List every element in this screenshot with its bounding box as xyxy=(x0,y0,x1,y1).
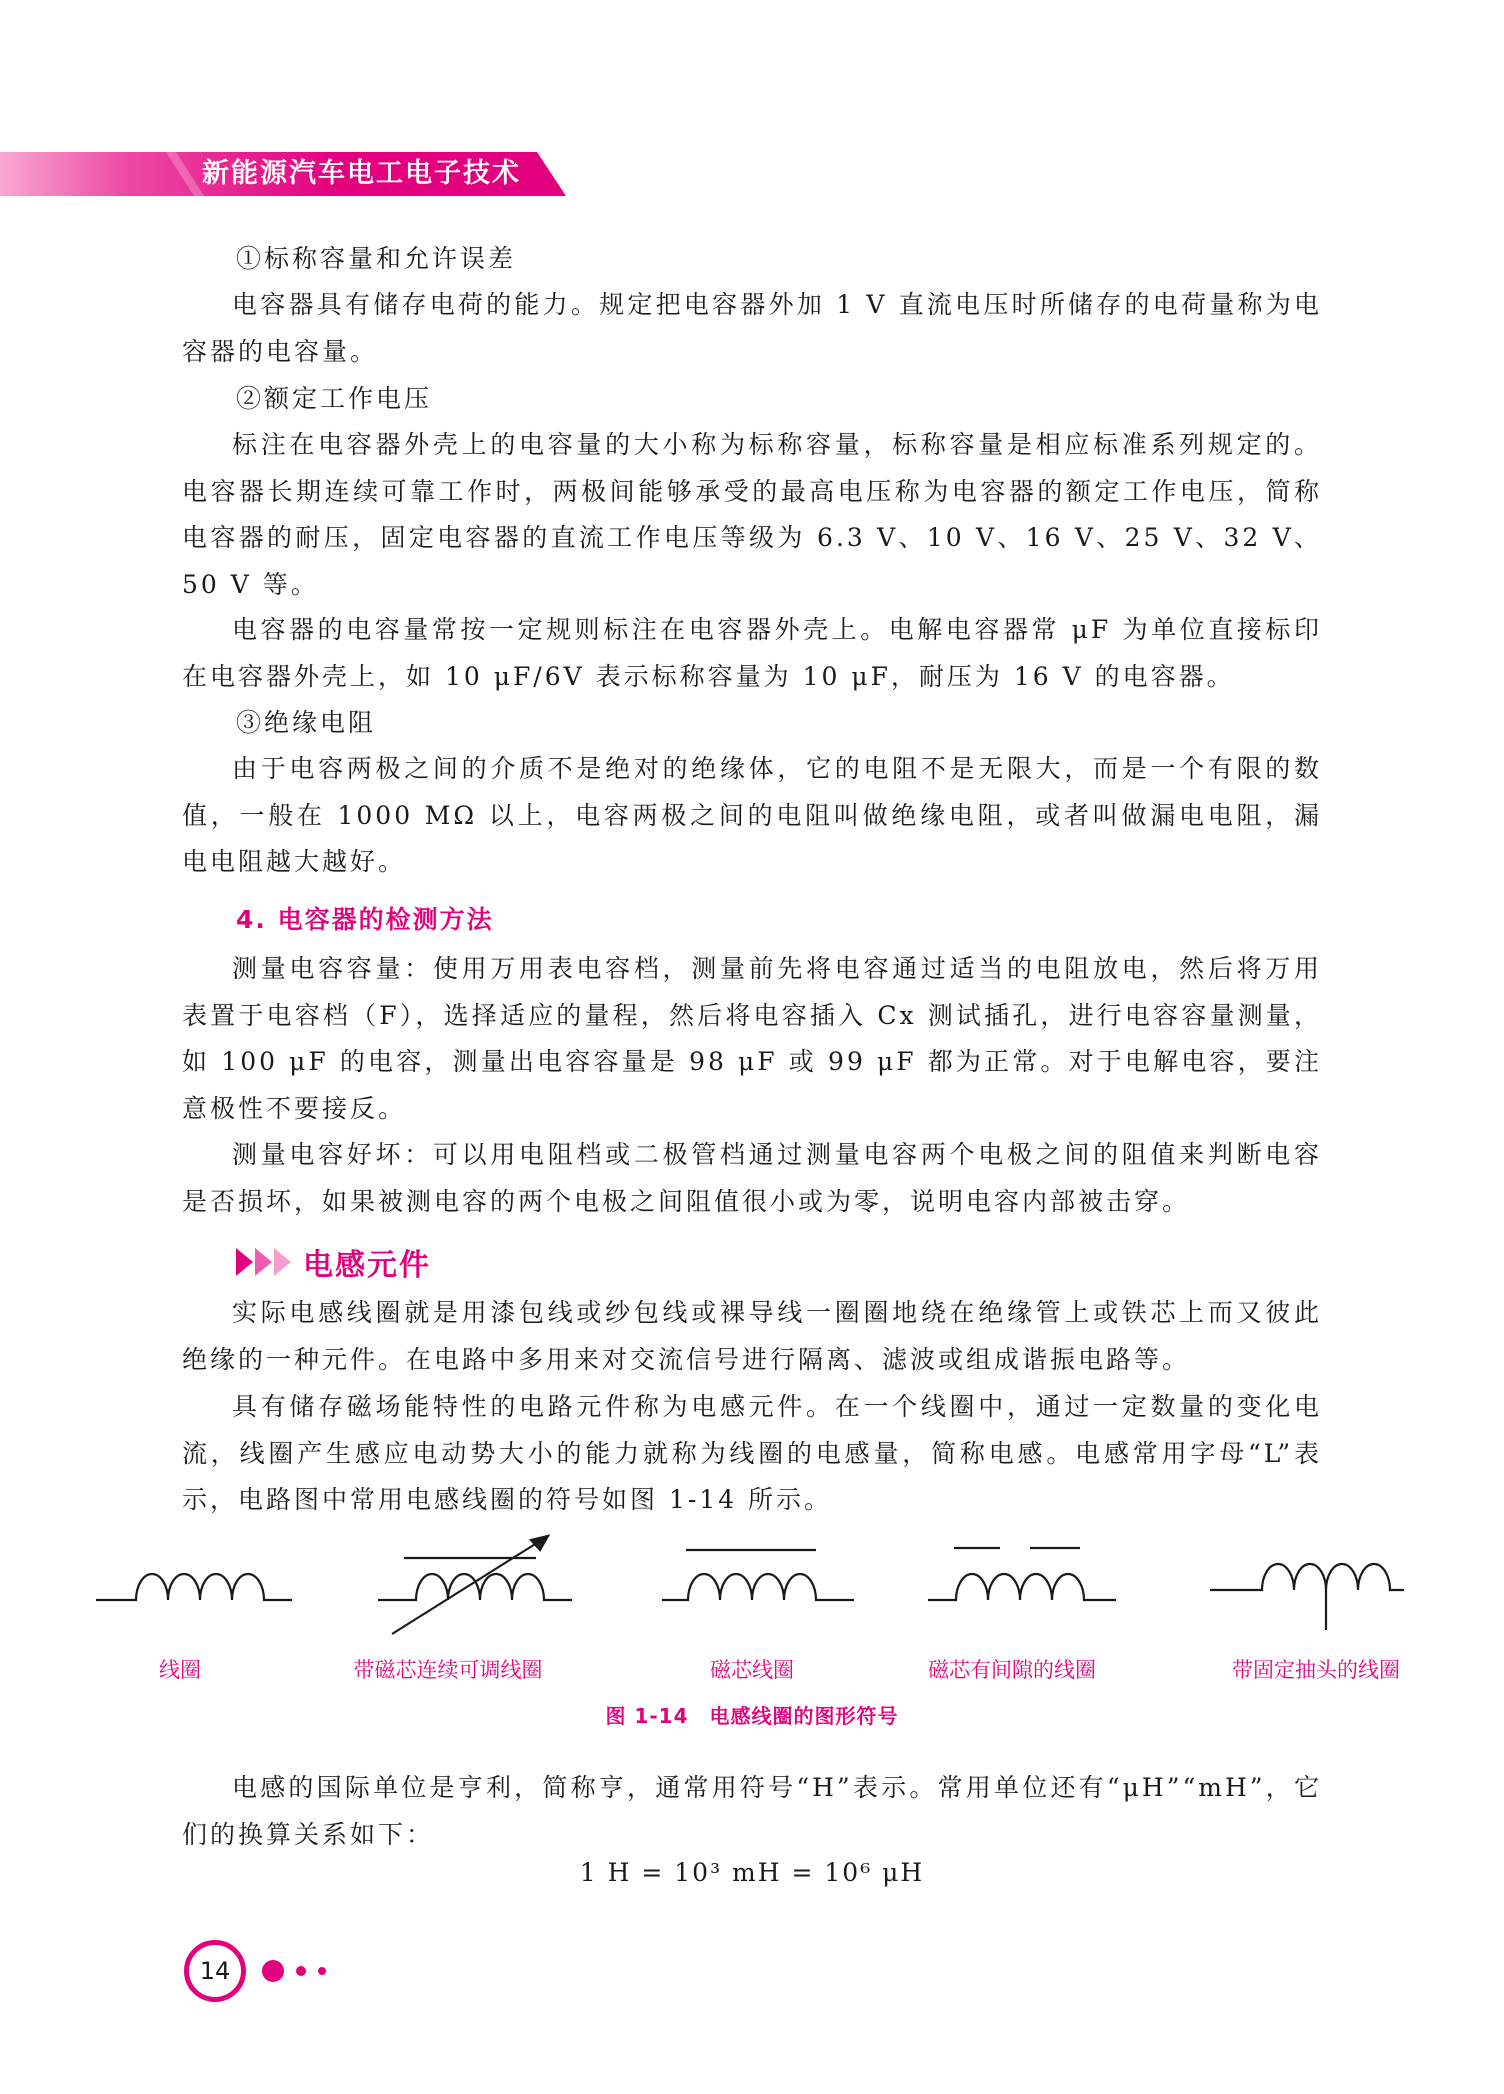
footer-dot xyxy=(318,1967,326,1975)
unit-conversion-formula: 1 H = 10³ mH = 10⁶ μH xyxy=(579,1858,925,1887)
page-number-text: 14 xyxy=(199,1957,231,1985)
symbol-label: 线圈 xyxy=(159,1658,201,1682)
item3-title: ③绝缘电阻 xyxy=(236,708,377,737)
symbol-label: 带固定抽头的线圈 xyxy=(1232,1658,1400,1682)
gapped-core-coil-symbol xyxy=(928,1548,1116,1600)
coil-symbol xyxy=(96,1574,292,1600)
tapped-coil-symbol xyxy=(1210,1564,1404,1630)
page-number xyxy=(184,1940,246,2002)
symbol-label: 磁芯有间隙的线圈 xyxy=(928,1658,1096,1682)
inductor-unit-paragraph: 电感的国际单位是亨利，简称亨，通常用符号“H”表示。常用单位还有“μH”“mH”，它们的换算关系如下： xyxy=(182,1773,1322,1849)
item2-title: ②额定工作电压 xyxy=(236,384,433,413)
figure-caption: 图 1-14 电感线圈的图形符号 xyxy=(605,1704,899,1728)
item2-text: 标注在电容器外壳上的电容量的大小称为标称容量，标称容量是相应标准系列规定的。电容器长期连续可靠工作时，两极间能够承受的最高电压称为电容器的额定工作电压，简称电容器的耐压，固定电容器的直流工作电压等级为 6.3 V、10 V、16 V、25 V、32 V、50 V 等。 xyxy=(182,430,1322,599)
measure-capacity-paragraph: 测量电容容量：使用万用表电容档，测量前先将电容通过适当的电阻放电，然后将万用表置于电容档（F），选择适应的量程，然后将电容插入 Cx 测试插孔，进行电容容量测量，如 100 μF 的电容，测量出电容容量是 98 μF 或 99 μF 都为正常。对于电解电容，要注意极性不要接反。 xyxy=(182,954,1322,1123)
symbol-label: 带磁芯连续可调线圈 xyxy=(353,1658,543,1682)
book-title: 新能源汽车电工电子技术 xyxy=(202,158,521,189)
item1-title: ①标称容量和允许误差 xyxy=(236,244,517,273)
inductor-paragraph-2: 具有储存磁场能特性的电路元件称为电感元件。在一个线圈中，通过一定数量的变化电流，线圈产生感应电动势大小的能力就称为线圈的电感量，简称电感。电感常用字母“L”表示，电路图中常用电感线圈的符号如图 1-14 所示。 xyxy=(182,1392,1322,1514)
footer-dot xyxy=(296,1966,306,1976)
section-heading: 4. 电容器的检测方法 xyxy=(236,905,494,934)
triple-arrow-icon xyxy=(236,1248,291,1276)
inductor-title: 电感元件 xyxy=(303,1248,431,1283)
item3-text: 由于电容两极之间的介质不是绝对的绝缘体，它的电阻不是无限大，而是一个有限的数值，一般在 1000 MΩ 以上，电容两极之间的电阻叫做绝缘电阻，或者叫做漏电电阻，漏电电阻越大越好。 xyxy=(182,754,1322,876)
item2-text2: 电容器的电容量常按一定规则标注在电容器外壳上。电解电容器常 μF 为单位直接标印在电容器外壳上，如 10 μF/6V 表示标称容量为 10 μF，耐压为 16 V 的电容器。 xyxy=(182,615,1322,691)
magnetic-core-coil-symbol xyxy=(662,1550,854,1600)
inductor-section-heading xyxy=(236,1240,431,1284)
footer-dot xyxy=(262,1960,284,1982)
adjustable-core-coil-symbol xyxy=(378,1536,572,1634)
symbol-label: 磁芯线圈 xyxy=(710,1658,794,1682)
inductor-paragraph-1: 实际电感线圈就是用漆包线或纱包线或裸导线一圈圈地绕在绝缘管上或铁芯上而又彼此绝缘的一种元件。在电路中多用来对交流信号进行隔离、滤波或组成谐振电路等。 xyxy=(182,1298,1322,1374)
measure-damage-paragraph: 测量电容好坏：可以用电阻档或二极管档通过测量电容两个电极之间的阻值来判断电容是否损坏，如果被测电容的两个电极之间阻值很小或为零，说明电容内部被击穿。 xyxy=(182,1140,1322,1216)
item1-text: 电容器具有储存电荷的能力。规定把电容器外加 1 V 直流电压时所储存的电荷量称为电容器的电容量。 xyxy=(182,290,1322,366)
inductor-symbols-figure xyxy=(0,1530,1504,1650)
